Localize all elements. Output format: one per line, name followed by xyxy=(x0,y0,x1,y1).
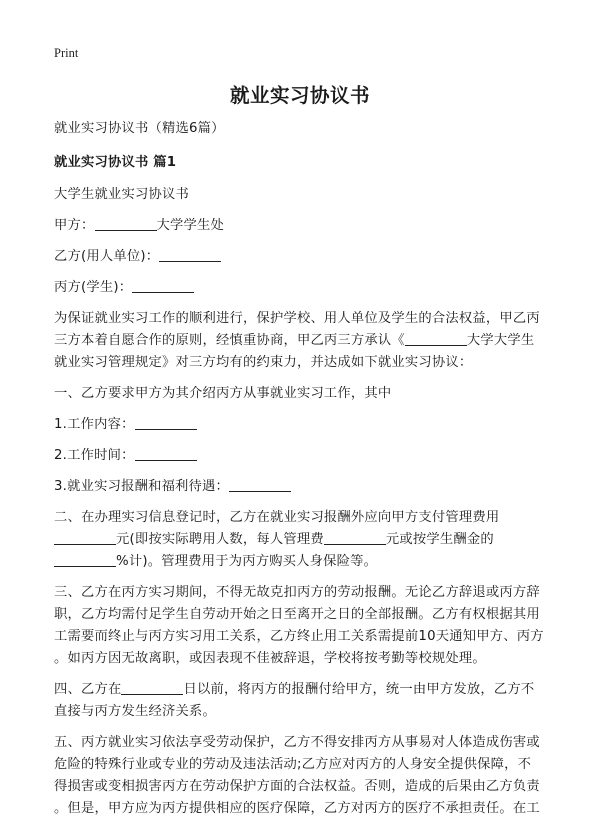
blank-field xyxy=(132,278,194,293)
clause-2-line: 二、在办理实习信息登记时，乙方在就业实习报酬外应向甲方支付管理费用 xyxy=(54,510,500,525)
document-title: 就业实习协议书 xyxy=(229,84,370,107)
clause-3 xyxy=(54,582,550,670)
party-b-line xyxy=(54,246,550,268)
blank-field xyxy=(54,552,116,567)
clause-4 xyxy=(54,679,550,723)
section-heading: 就业实习协议书 篇1 xyxy=(54,155,177,170)
item-2-label: 2.工作时间： xyxy=(54,448,135,463)
clause-2-text: 元或按学生酬金的 xyxy=(385,532,494,547)
clause-2-line xyxy=(54,551,550,573)
blank-field xyxy=(54,530,116,545)
clause-4-line: 直接与丙方发生经济关系。 xyxy=(54,704,216,719)
party-a-suffix: 大学学生处 xyxy=(156,218,224,233)
clause-2 xyxy=(54,507,550,573)
intro-line: 为保证就业实习工作的顺利进行，保护学校、用人单位及学生的合法权益，甲乙丙 xyxy=(54,311,540,326)
party-a-line xyxy=(54,215,550,237)
blank-field xyxy=(95,216,157,231)
clause-4-line xyxy=(54,679,550,701)
clause-4-text: 日以前，将丙方的报酬付给甲方，统一由甲方发放，乙方不 xyxy=(183,682,535,697)
party-c-label: 丙方(学生)： xyxy=(54,280,133,295)
party-a-prefix: 甲方： xyxy=(54,218,95,233)
clause-2-text: %计)。管理费用于为丙方购买人身保险等。 xyxy=(116,554,378,569)
party-c-line xyxy=(54,277,550,299)
clause-3-line: 职，乙方均需付足学生自劳动开始之日至离开之日的全部报酬。乙方有权根据其用 xyxy=(54,607,540,622)
blank-field xyxy=(405,331,467,346)
item-1-line xyxy=(54,414,550,436)
print-link[interactable]: Print xyxy=(54,46,79,60)
subtitle: 就业实习协议书（精选6篇） xyxy=(54,121,225,136)
clause-3-line: 工需要而终止与丙方实习用工关系，乙方终止用工关系需提前10天通知甲方、丙方 xyxy=(54,629,544,644)
clause-5 xyxy=(54,732,550,820)
intro-line xyxy=(54,330,550,352)
item-3-label: 3.就业实习报酬和福利待遇： xyxy=(54,479,230,494)
blank-field xyxy=(324,530,386,545)
doc-name: 大学生就业实习协议书 xyxy=(54,187,189,202)
party-b-label: 乙方(用人单位)： xyxy=(54,249,160,264)
item-1-label: 1.工作内容： xyxy=(54,417,135,432)
clause-2-text: 元(即按实际聘用人数，每人管理费 xyxy=(116,532,324,547)
clause-5-line: 得损害或变相损害丙方在劳动保护方面的合法权益。否则，造成的后果由乙方负责 xyxy=(54,779,540,794)
blank-field xyxy=(159,247,221,262)
item-3-line xyxy=(54,476,550,498)
blank-field xyxy=(229,477,291,492)
intro-paragraph xyxy=(54,308,550,374)
item-2-line xyxy=(54,445,550,467)
clause-5-line: 危险的特殊行业或专业的劳动及违法活动;乙方应对丙方的人身安全提供保障，不 xyxy=(54,757,532,772)
blank-field xyxy=(135,446,197,461)
document-body xyxy=(54,118,550,820)
blank-field xyxy=(121,680,183,695)
clause-5-line: 。但是，甲方应为丙方提供相应的医疗保障，乙方对丙方的医疗不承担责任。在工 xyxy=(54,801,540,816)
clause-2-line xyxy=(54,529,550,551)
intro-line: 就业实习管理规定》对三方均有的约束力，并达成如下就业实习协议： xyxy=(54,355,473,370)
intro-text: 三方本着自愿合作的原则，经慎重协商，甲乙丙三方承认《 xyxy=(54,333,405,348)
clause-3-line: 三、乙方在丙方实习期间，不得无故克扣丙方的劳动报酬。无论乙方辞退或丙方辞 xyxy=(54,585,540,600)
clause-3-line: 。如丙方因无故离职，或因表现不佳被辞退，学校将按考勤等校规处理。 xyxy=(54,651,486,666)
intro-text: 大学大学生 xyxy=(466,333,535,348)
blank-field xyxy=(135,415,197,430)
clause-1: 一、乙方要求甲方为其介绍丙方从事就业实习工作，其中 xyxy=(54,386,392,401)
clause-4-text: 四、乙方在 xyxy=(54,682,122,697)
clause-5-line: 五、丙方就业实习依法享受劳动保护，乙方不得安排丙方从事易对人体造成伤害或 xyxy=(54,735,540,750)
